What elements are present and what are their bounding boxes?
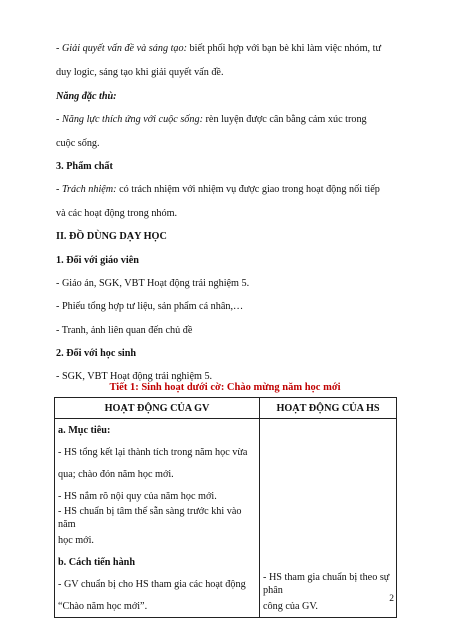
table-header-row xyxy=(55,398,397,419)
section-heading: II. ĐỒ DÙNG DẠY HỌC xyxy=(56,231,167,242)
section-heading: 2. Đối với học sinh xyxy=(56,348,137,359)
cell-line: - HS tham gia chuẩn bị theo sự phân xyxy=(263,572,390,596)
section-heading: 1. Đối với giáo viên xyxy=(56,255,139,266)
line-text: biết phối hợp với bạn bè khi làm việc nhóm, tư xyxy=(187,43,381,54)
list-item: - Tranh, ảnh liên quan đến chủ đề xyxy=(56,325,193,336)
header-hs: HOẠT ĐỘNG CỦA HS xyxy=(260,398,397,419)
cell-line: học mới. xyxy=(58,534,94,546)
hs-cell xyxy=(260,419,397,618)
text-line xyxy=(56,183,396,196)
cell-line: - HS nắm rõ nội quy của năm học mới. xyxy=(58,490,217,502)
lesson-title: Tiết 1: Sinh hoạt dưới cờ: Chào mừng năm học mới xyxy=(109,382,341,393)
list-item: - SGK, VBT Hoạt động trải nghiệm 5. xyxy=(56,371,213,382)
cell-line: qua; chào đón năm học mới. xyxy=(58,468,174,480)
list-item: - Giáo án, SGK, VBT Hoạt động trải nghiệm 5. xyxy=(56,278,250,289)
cell-heading: b. Cách tiến hành xyxy=(58,556,135,568)
table-row xyxy=(55,419,397,618)
section-heading: Năng đặc thù: xyxy=(56,91,117,102)
cell-line: “Chào năm học mới”. xyxy=(58,600,148,612)
text-line: và các hoạt động trong nhóm. xyxy=(56,208,178,219)
text-line: cuộc sống. xyxy=(56,138,100,149)
text-line xyxy=(56,113,396,126)
page-number: 2 xyxy=(389,594,394,604)
text-line xyxy=(56,42,396,55)
text-line: duy logic, sáng tạo khi giải quyết vấn đề. xyxy=(56,67,224,78)
italic-lead: - Giải quyết vấn đề và sáng tạo: xyxy=(56,43,187,54)
italic-lead: - Năng lực thích ứng với cuộc sống: xyxy=(56,114,203,125)
line-text: rèn luyện được cân bằng cảm xúc trong xyxy=(202,114,367,125)
gv-cell xyxy=(55,419,260,618)
header-gv: HOẠT ĐỘNG CỦA GV xyxy=(55,398,260,419)
italic-lead: - Trách nhiệm: xyxy=(56,184,117,195)
line-text: có trách nhiệm với nhiệm vụ được giao trong hoạt động nối tiếp xyxy=(116,184,380,195)
cell-heading: a. Mục tiêu: xyxy=(58,424,111,436)
activity-table xyxy=(54,397,397,618)
cell-line: - HS tổng kết lại thành tích trong năm học vừa xyxy=(58,446,248,458)
list-item: - Phiếu tổng hợp tư liệu, sản phẩm cá nhân,… xyxy=(56,301,244,312)
cell-line: - GV chuẩn bị cho HS tham gia các hoạt động xyxy=(58,578,246,590)
cell-line: công của GV. xyxy=(263,600,318,612)
section-heading: 3. Phẩm chất xyxy=(56,161,113,172)
cell-line: - HS chuẩn bị tâm thế sẵn sàng trước khi vào năm xyxy=(58,506,242,530)
